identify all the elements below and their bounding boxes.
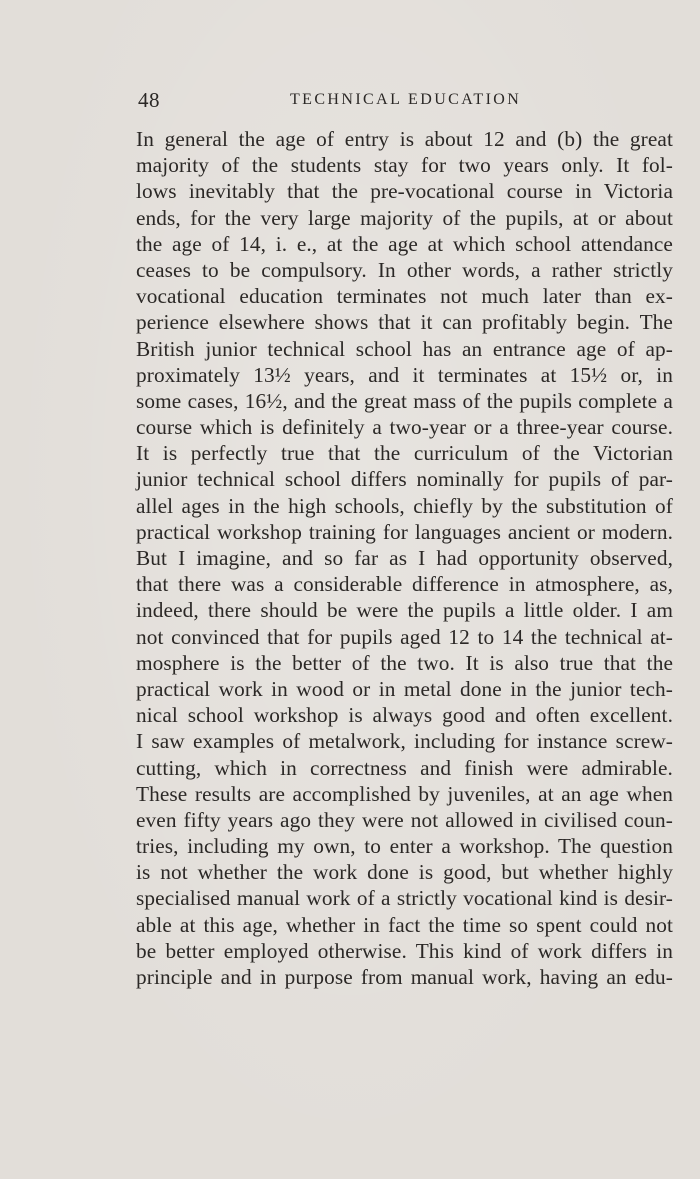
text-line: mosphere is the better of the two. It is also true that the (136, 650, 673, 675)
text-line: allel ages in the high schools, chiefly by the substitution of (136, 493, 673, 518)
text-line: These results are accomplished by juveniles, at an age when (136, 781, 673, 806)
page-number: 48 (138, 88, 160, 112)
text-line: that there was a considerable difference in atmosphere, as, (136, 572, 673, 597)
running-head: TECHNICAL EDUCATION (290, 91, 522, 108)
text-line: nical school workshop is always good and often excellent. (136, 703, 673, 728)
text-line: practical workshop training for languages ancient or modern. (136, 519, 673, 544)
page-header (138, 88, 673, 116)
text-line: be better employed otherwise. This kind of work differs in (136, 938, 673, 963)
text-line: vocational education terminates not much later than ex- (136, 284, 673, 309)
text-line: It is perfectly true that the curriculum of the Victorian (136, 441, 673, 466)
text-line: is not whether the work done is good, but whether highly (136, 860, 673, 885)
text-line: some cases, 16½, and the great mass of the pupils complete a (136, 388, 673, 413)
text-line: the age of 14, i. e., at the age at which school attendance (136, 231, 673, 256)
text-line: majority of the students stay for two years only. It fol- (136, 153, 673, 178)
text-line: ceases to be compulsory. In other words, a rather strictly (136, 257, 673, 282)
text-line: able at this age, whether in fact the time so spent could not (136, 912, 673, 937)
text-line: lows inevitably that the pre-vocational course in Victoria (136, 179, 673, 204)
text-line: perience elsewhere shows that it can profitably begin. The (136, 310, 673, 335)
text-line: ends, for the very large majority of the pupils, at or about (136, 205, 673, 230)
text-line: I saw examples of metalwork, including for instance screw- (136, 729, 673, 754)
body-text (136, 126, 673, 990)
text-line: cutting, which in correctness and finish were admirable. (136, 755, 673, 780)
text-line: specialised manual work of a strictly vocational kind is desir- (136, 886, 673, 911)
text-line: British junior technical school has an entrance age of ap- (136, 336, 673, 361)
text-line: course which is definitely a two-year or a three-year course. (136, 415, 673, 440)
text-line: indeed, there should be were the pupils a little older. I am (136, 598, 673, 623)
text-line: even fifty years ago they were not allowed in civilised coun- (136, 807, 673, 832)
text-line: practical work in wood or in metal done in the junior tech- (136, 676, 673, 701)
text-line: proximately 13½ years, and it terminates at 15½ or, in (136, 362, 673, 387)
text-line: not convinced that for pupils aged 12 to 14 the technical at- (136, 624, 673, 649)
text-line: principle and in purpose from manual work, having an edu- (136, 965, 673, 989)
text-line: junior technical school differs nominally for pupils of par- (136, 467, 673, 492)
text-line: tries, including my own, to enter a workshop. The question (136, 834, 673, 859)
text-line: But I imagine, and so far as I had opportunity observed, (136, 546, 673, 570)
text-line: In general the age of entry is about 12 and (b) the great (136, 127, 673, 151)
